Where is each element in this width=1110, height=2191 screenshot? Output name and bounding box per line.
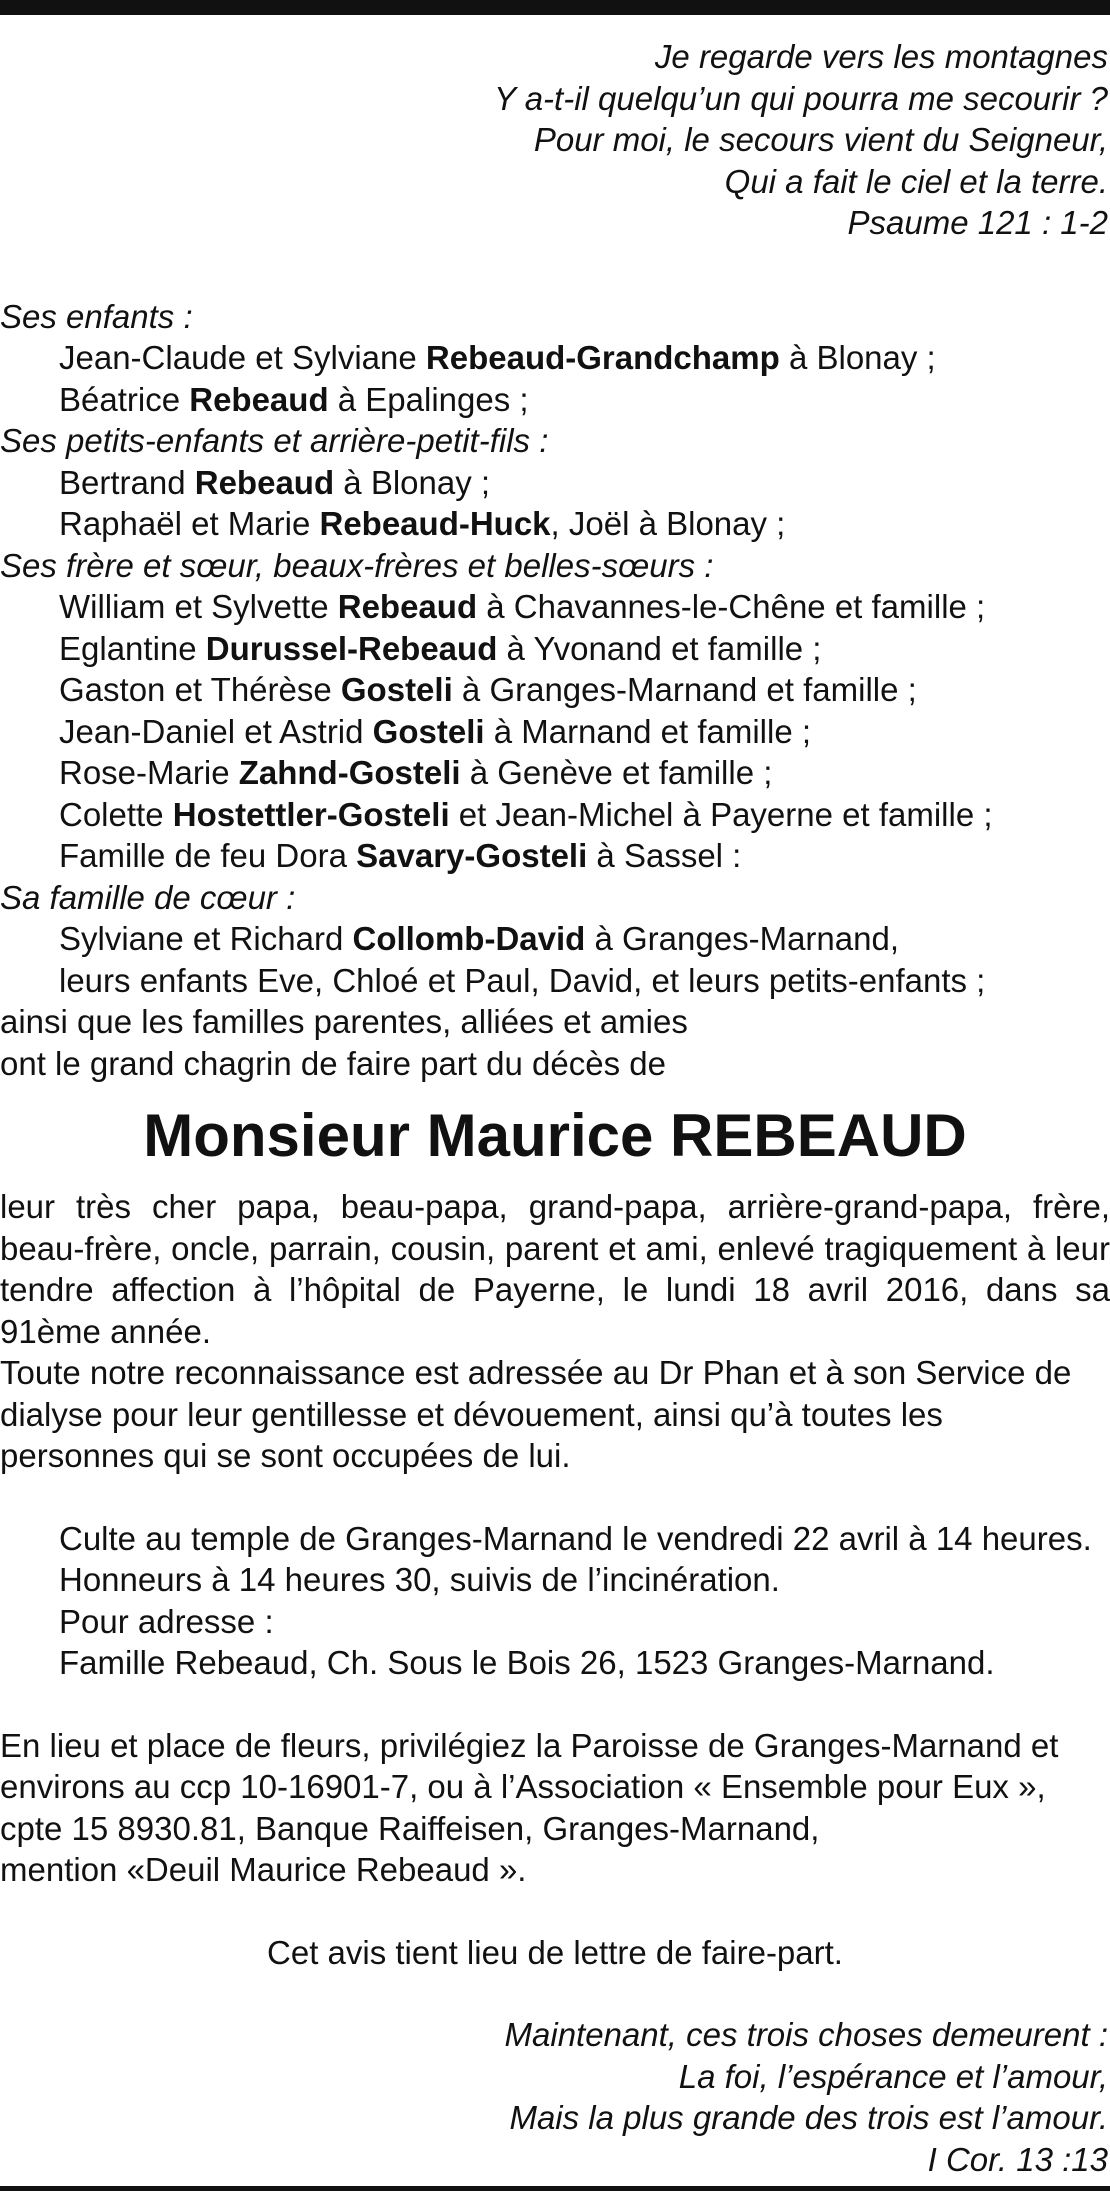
spacer	[0, 1891, 1110, 1932]
obituary-notice	[0, 36, 1110, 2180]
family-line: Sylviane et Richard Collomb-David à Granges-Marnand,	[59, 920, 899, 957]
verse-reference: I Cor. 13 :13	[927, 2140, 1108, 2178]
top-rule	[0, 0, 1110, 15]
grandchildren-heading: Ses petits-enfants et arrière-petit-fils :	[0, 422, 549, 459]
family-line: Famille de feu Dora Savary-Gosteli à Sassel :	[59, 837, 742, 874]
spacer	[0, 1973, 1110, 2014]
service-details: Culte au temple de Granges-Marnand le vendredi 22 avril à 14 heures. Honneurs à 14 heures 30, suivis de l’incinération. Pour adresse : Famille Rebeaud, Ch. Sous le Bois 26, 1523 Granges-Marnand.	[59, 1519, 1092, 1681]
family-line: Eglantine Durussel-Rebeaud à Yvonand et famille ;	[59, 629, 822, 667]
deceased-name: Monsieur Maurice REBEAUD	[143, 1102, 967, 1169]
family-line: Raphaël et Marie Rebeaud-Huck, Joël à Blonay ;	[59, 505, 786, 542]
verse-line: Y a-t-il quelqu’un qui pourra me secourir ?	[494, 79, 1108, 117]
family-line: Colette Hostettler-Gosteli et Jean-Michel à Payerne et famille ;	[59, 795, 993, 833]
verse-top	[0, 36, 1108, 244]
closing-line: ainsi que les familles parentes, alliées et amies	[0, 1003, 688, 1040]
bottom-rule	[0, 2186, 1110, 2191]
family-line: Béatrice Rebeaud à Epalinges ;	[59, 380, 529, 418]
notice-text: Cet avis tient lieu de lettre de faire-part.	[267, 1933, 843, 1971]
thanks-paragraph: Toute notre reconnaissance est adressée au Dr Phan et à son Service de dialyse pour leur gentillesse et dévouement, ainsi qu’à toutes les personnes qui se sont occupées de lui.	[0, 1354, 1072, 1474]
verse-reference: Psaume 121 : 1-2	[847, 204, 1108, 241]
verse-line: Pour moi, le secours vient du Seigneur,	[533, 121, 1108, 158]
family-line: leurs enfants Eve, Chloé et Paul, David, et leurs petits-enfants ;	[59, 961, 986, 999]
verse-line: Je regarde vers les montagnes	[654, 38, 1108, 75]
spacer	[0, 1477, 1110, 1518]
spacer	[0, 1684, 1110, 1725]
verse-line: Mais la plus grande des trois est l’amour.	[509, 2099, 1108, 2136]
verse-line: La foi, l’espérance et l’amour,	[678, 2057, 1108, 2095]
family-line: Jean-Claude et Sylviane Rebeaud-Grandchamp à Blonay ;	[59, 339, 936, 376]
verse-line: Qui a fait le ciel et la terre.	[724, 162, 1108, 200]
family-line: Rose-Marie Zahnd-Gosteli à Genève et famille ;	[59, 754, 773, 791]
family-list	[0, 296, 1110, 1085]
closing-line: ont le grand chagrin de faire part du décès de	[0, 1044, 666, 1082]
verse-line: Maintenant, ces trois choses demeurent :	[504, 2016, 1108, 2053]
donation-paragraph: En lieu et place de fleurs, privilégiez la Paroisse de Granges-Marnand et environs au ccp 10-16901-7, ou à l’Association « Ensemble pour Eux », cpte 15 8930.81, Banque Raiffeisen, Granges-Marnand, mention «Deuil Maurice Rebeaud ».	[0, 1726, 1059, 1888]
children-heading: Ses enfants :	[0, 297, 193, 335]
siblings-heading: Ses frère et sœur, beaux-frères et belles-sœurs :	[0, 546, 714, 584]
tribute-paragraph: leur très cher papa, beau-papa, grand-papa, arrière-grand-papa, frère, beau-frère, oncle, parrain, cousin, parent et ami, enlevé tragiquement à leur tendre affection à l’hôpital de Payerne, le lundi 18 avril 2016, dans sa 91ème année.	[0, 1188, 1110, 1350]
heart-family-heading: Sa famille de cœur :	[0, 878, 296, 916]
family-line: Bertrand Rebeaud à Blonay ;	[59, 463, 491, 501]
family-line: Gaston et Thérèse Gosteli à Granges-Marnand et famille ;	[59, 671, 917, 708]
verse-bottom	[0, 2014, 1108, 2180]
family-line: William et Sylvette Rebeaud à Chavannes-le-Chêne et famille ;	[59, 588, 986, 625]
family-line: Jean-Daniel et Astrid Gosteli à Marnand et famille ;	[59, 712, 812, 750]
